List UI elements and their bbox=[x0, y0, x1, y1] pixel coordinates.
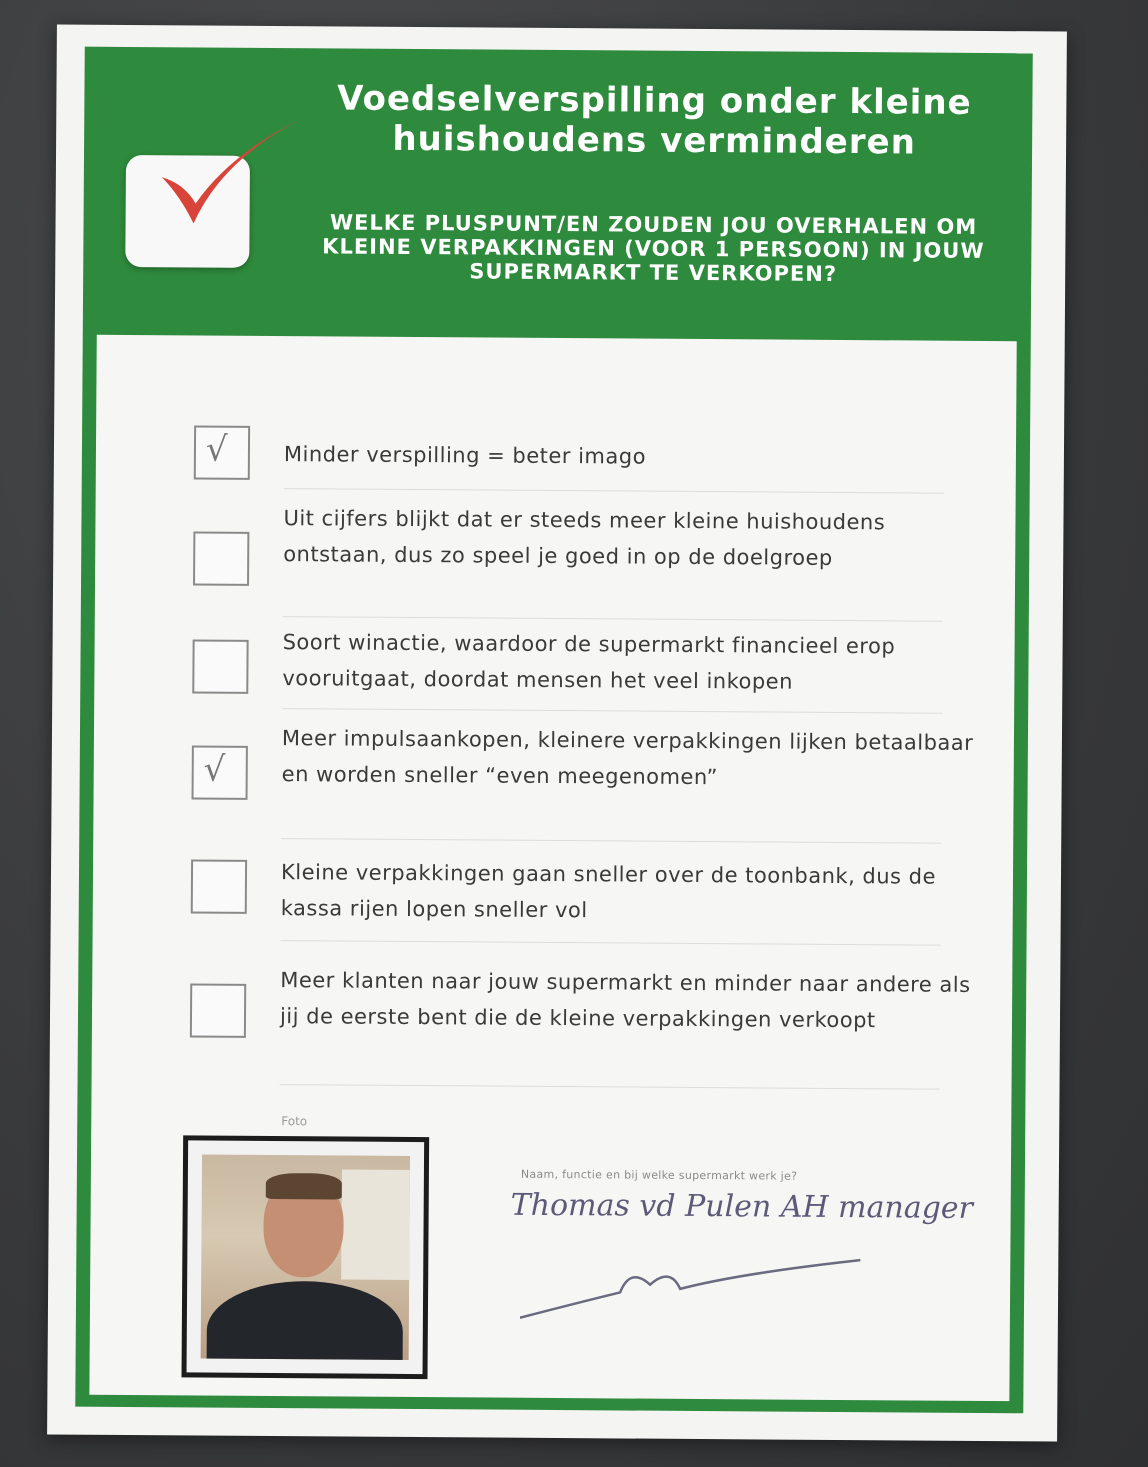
option-text: Meer klanten naar jouw supermarkt en minder naar andere als jij de eerste bent die de kleine verpakkingen verkoopt bbox=[279, 968, 971, 1033]
option-item bbox=[93, 853, 1013, 923]
option-text: Kleine verpakkingen gaan sneller over de toonbank, dus de kassa rijen lopen sneller vol bbox=[280, 860, 937, 923]
survey-question: WELKE PLUSPUNT/EN ZOUDEN JOU OVERHALEN OM KLEINE VERPAKKINGEN (VOOR 1 PERSOON) IN JOUW SUPERMARKT TE VERKOPEN? bbox=[322, 210, 985, 286]
option-item bbox=[96, 495, 1016, 570]
check-mark-icon: √ bbox=[205, 429, 228, 470]
checkmark-logo-icon bbox=[131, 99, 312, 240]
option-checkbox[interactable] bbox=[191, 859, 247, 913]
divider bbox=[280, 1084, 940, 1090]
options-panel bbox=[89, 335, 1016, 1401]
option-item bbox=[94, 719, 1014, 790]
option-checkbox[interactable] bbox=[190, 983, 246, 1037]
option-text: Soort winactie, waardoor de supermarkt financieel erop vooruitgaat, doordat mensen het veel inkopen bbox=[282, 630, 896, 694]
signature-icon bbox=[520, 1206, 1041, 1350]
portrait-photo bbox=[201, 1155, 410, 1360]
divider bbox=[282, 708, 942, 714]
name-field-label: Naam, functie en bij welke supermarkt werk je? bbox=[520, 1167, 798, 1183]
divider bbox=[281, 838, 941, 844]
divider bbox=[284, 488, 944, 494]
photo-frame bbox=[181, 1135, 429, 1379]
divider bbox=[283, 616, 943, 622]
green-frame bbox=[75, 47, 1032, 1414]
option-item bbox=[96, 425, 1016, 470]
divider bbox=[281, 940, 941, 946]
survey-sheet bbox=[47, 24, 1067, 1441]
option-checkbox[interactable] bbox=[193, 531, 249, 585]
option-text: Meer impulsaankopen, kleinere verpakkingen lijken betaalbaar en worden sneller “even meegenomen” bbox=[281, 726, 974, 790]
option-item bbox=[95, 623, 1015, 694]
page-title: Voedselverspilling onder kleine huishoudens verminderen bbox=[337, 78, 972, 163]
handwritten-name: Thomas vd Pulen AH manager bbox=[510, 1187, 974, 1226]
photo-label: Foto bbox=[281, 1114, 308, 1129]
option-checkbox[interactable] bbox=[192, 745, 248, 799]
option-checkbox[interactable] bbox=[194, 425, 250, 479]
option-text: Minder verspilling = beter imago bbox=[283, 442, 647, 469]
option-text: Uit cijfers blijkt dat er steeds meer kleine huishoudens ontstaan, dus zo speel je goed in op de doelgroep bbox=[283, 506, 886, 570]
option-item bbox=[92, 957, 1012, 1033]
check-mark-icon: √ bbox=[203, 749, 226, 790]
option-checkbox[interactable] bbox=[192, 639, 248, 693]
